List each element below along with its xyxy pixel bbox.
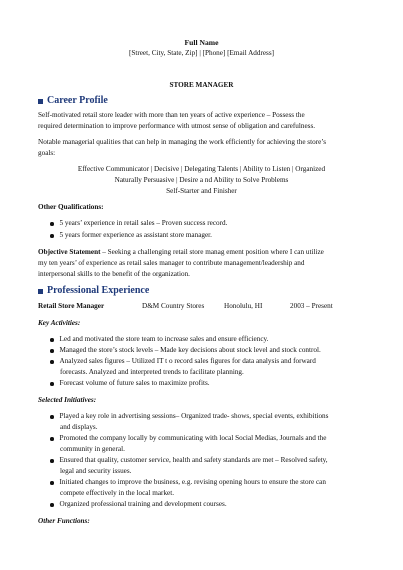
list-item-continuation: community in general. <box>60 445 125 453</box>
list-item <box>50 380 210 387</box>
qualities-line2: Naturally Persuasive | Desire a nd Ability to Solve Problems <box>114 176 289 184</box>
objective-line2: my ten years’ of experience as retail sales manager to contribute management/leadership and <box>38 259 305 267</box>
list-item-text: Played a key role in advertising sessions– Organized trade- shows, special events, exhibitions <box>59 412 329 420</box>
profile-para1-line2: required determination to improve performance with utmost sense of obligation and carefulness. <box>38 122 316 130</box>
bullet-icon <box>50 459 54 463</box>
career-profile-heading <box>38 96 108 106</box>
list-item-text: Ensured that quality, customer service, health and safety standards are met – Resolved safety, <box>59 456 328 464</box>
job-company: D&M Country Stores <box>142 302 205 310</box>
profile-para2-line2: goals: <box>38 149 56 157</box>
list-item-text: Organized professional training and development courses. <box>59 500 227 508</box>
bullet-icon <box>50 234 54 238</box>
profile-para2-line1: Notable managerial qualities that can help in managing the work efficiently for achieving the store’s <box>38 138 327 146</box>
objective-label: Objective Statement <box>38 248 101 256</box>
objective-text: – Seeking a challenging retail store manag ement position where I can utilize <box>100 248 324 256</box>
list-item-text: Managed the store’s stock levels – Made key decisions about stock level and stock control. <box>59 346 321 354</box>
list-item <box>50 435 326 442</box>
list-item <box>50 501 227 508</box>
list-item-continuation: compete effectively in the local market. <box>60 489 175 497</box>
bullet-icon <box>50 415 54 419</box>
other-functions-label: Other Functions: <box>38 517 90 525</box>
professional-experience-heading <box>38 286 149 296</box>
list-item-text: Analyzed sales figures – Utilized IT t o record sales figures for data analysis and forward <box>59 357 316 365</box>
job-title-entry: Retail Store Manager <box>38 302 105 310</box>
list-item-continuation: and displays. <box>60 423 98 431</box>
list-item <box>50 347 321 354</box>
list-item-text: 5 years former experience as assistant store manager. <box>59 231 212 239</box>
qualities-line3: Self-Starter and Finisher <box>166 187 237 195</box>
section-square-icon <box>38 99 43 104</box>
list-item <box>50 479 326 486</box>
bullet-icon <box>50 222 54 226</box>
list-item-text: Initiated changes to improve the business, e.g. revising opening hours to ensure the store can <box>59 478 326 486</box>
bullet-icon <box>50 481 54 485</box>
profile-para1-line1: Self-motivated retail store leader with more than ten years of active experience – Possess the <box>38 111 305 119</box>
contact-line: [Street, City, State, Zip] | [Phone] [Email Address] <box>128 49 275 57</box>
list-item-continuation: forecasts. Analyzed and interpreted trends to facilitate planning. <box>60 368 244 376</box>
objective-line3: interpersonal skills to the benefit of the organization. <box>38 270 190 278</box>
list-item <box>50 413 328 420</box>
job-location: Honolulu, HI <box>224 302 263 310</box>
bullet-icon <box>50 437 54 441</box>
list-item <box>50 220 227 227</box>
key-activities-label: Key Activities: <box>38 319 81 327</box>
list-item-text: Led and motivated the store team to increase sales and ensure efficiency. <box>59 335 269 343</box>
selected-initiatives-label: Selected Initiatives: <box>38 396 97 404</box>
objective-line1 <box>38 249 324 256</box>
list-item <box>50 336 268 343</box>
list-item <box>50 232 212 239</box>
list-item-text: Forecast volume of future sales to maximize profits. <box>59 379 210 387</box>
bullet-icon <box>50 382 54 386</box>
career-profile-title: Career Profile <box>47 95 108 106</box>
bullet-icon <box>50 360 54 364</box>
list-item-continuation: legal and security issues. <box>60 467 132 475</box>
bullet-icon <box>50 349 54 353</box>
list-item <box>50 457 328 464</box>
list-item-text: Promoted the company locally by communicating with local Social Medias, Journals and the <box>59 434 327 442</box>
bullet-icon <box>50 338 54 342</box>
professional-experience-title: Professional Experience <box>47 285 150 296</box>
bullet-icon <box>50 503 54 507</box>
resume-name: Full Name <box>184 38 219 47</box>
section-square-icon <box>38 289 43 294</box>
list-item-text: 5 years’ experience in retail sales – Proven success record. <box>59 219 228 227</box>
qualities-line1: Effective Communicator | Decisive | Delegating Talents | Ability to Listen | Organized <box>77 165 326 173</box>
other-qualifications-label: Other Qualifications: <box>38 203 104 211</box>
job-dates: 2003 – Present <box>290 302 333 310</box>
job-title: STORE MANAGER <box>169 81 234 89</box>
list-item <box>50 358 316 365</box>
